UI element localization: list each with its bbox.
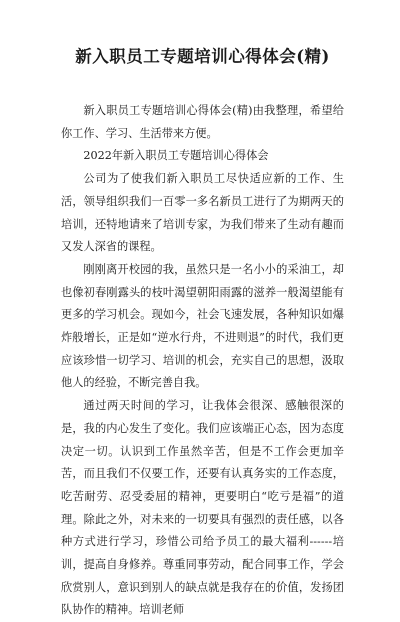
document-title: 新入职员工专题培训心得体会(精) [75,47,330,66]
subtitle-paragraph: 2022年新入职员工专题培训心得体会 [83,149,269,163]
body-paragraph-2: 刚刚离开校园的我，虽然只是一名小小的采油工，却也像初春刚露头的枝叶渴望朝阳雨露的滋养一般渴望能有更多的学习机会。现如今，社会飞速发展，各种知识如爆炸般增长，正是如“逆水行舟，不进则退”的时代，我们更应该珍惜一切学习、培训的机会，充实自己的思想，汲取他人的经验，不断完善自我。 [61,262,344,390]
body-paragraph-1: 公司为了使我们新入职员工尽快适应新的工作、生活，领导组织我们一百零一多名新员工进行了为期两天的培训，还特地请来了培训专家，为我们带来了生动有趣而又发人深省的课程。 [61,172,344,254]
intro-paragraph: 新入职员工专题培训心得体会(精)由我整理，希望给你工作、学习、生活带来方便。 [61,104,344,140]
body-paragraph-3: 通过两天时间的学习，让我体会很深、感触很深的是，我的内心发生了变化。我们应该端正心态，因为态度决定一切。认识到工作虽然辛苦，但是不工作会更加辛苦，而且我们不仅要工作，还要有认真务实的工作态度，吃苦耐劳、忍受委屈的精神，更要明白“吃亏是福”的道理。除此之外，对未来的一切要具有强烈的责任感，以各种方式进行学习，珍惜公司给予员工的最大福利------培训，提高自身修养。尊重同事劳动，配合同事工作，学会欣赏别人，意识到别人的缺点就是我存在的价值，发扬团队协作的精神。培训老师 [61,399,344,617]
